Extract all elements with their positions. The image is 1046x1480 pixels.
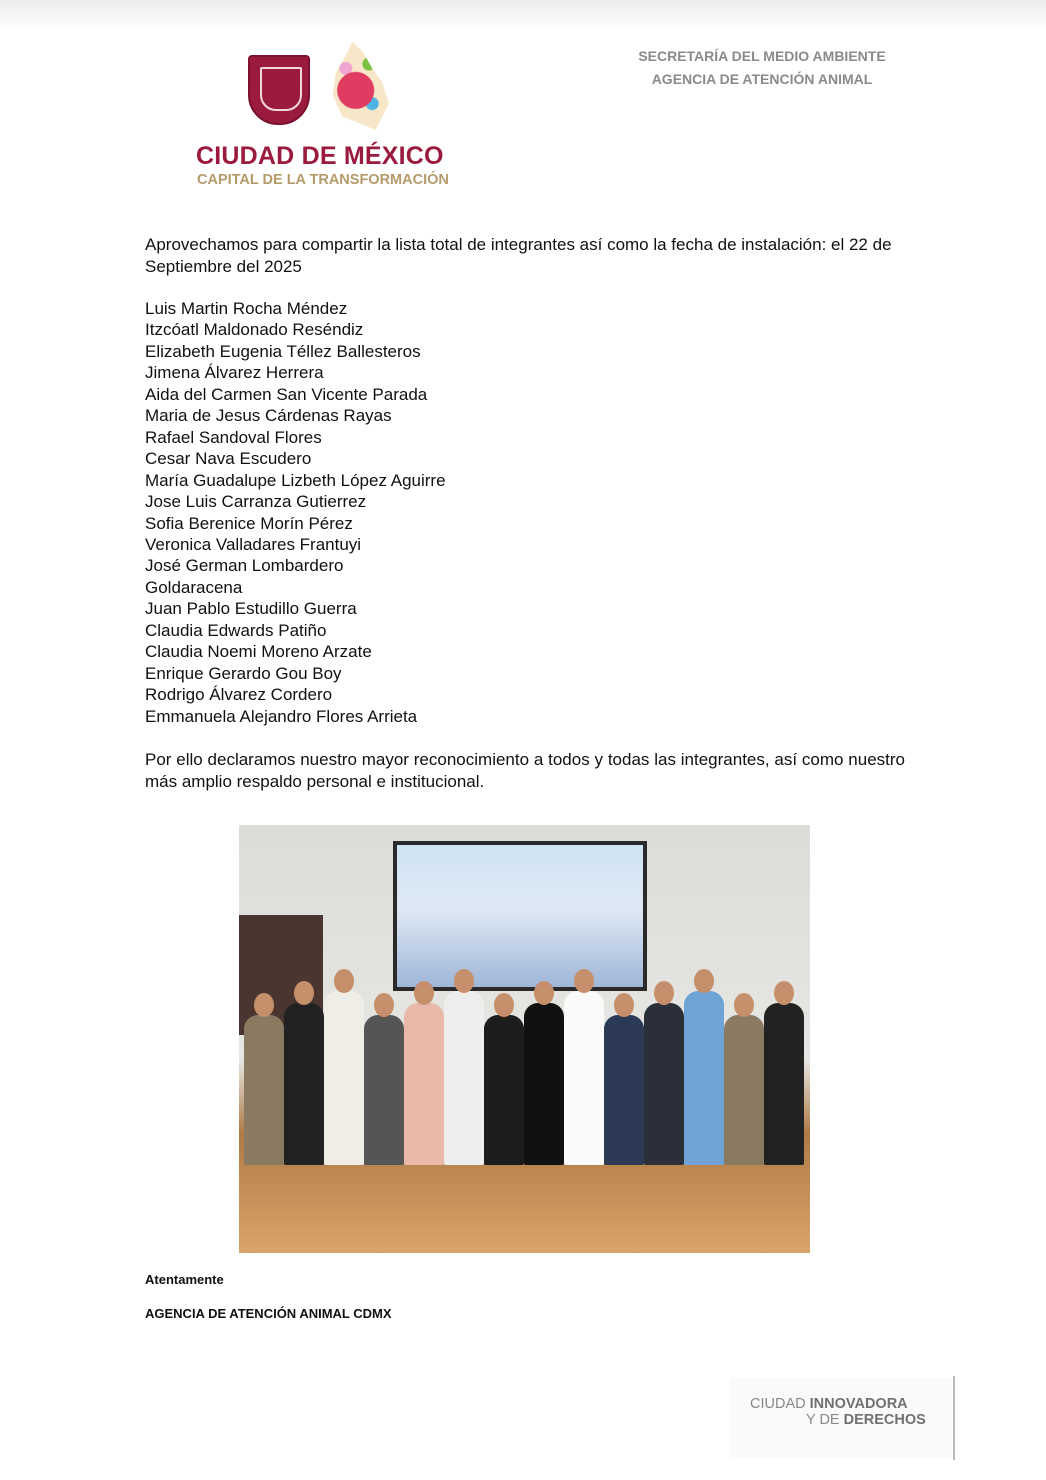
group-photo (239, 825, 810, 1253)
member-name: Claudia Edwards Patiño (145, 620, 327, 640)
member-name: Sofia Berenice Morín Pérez (145, 513, 353, 533)
photo-person (764, 1003, 804, 1165)
member-name: Juan Pablo Estudillo Guerra (145, 599, 357, 619)
department-header (600, 45, 924, 91)
photo-person (444, 991, 484, 1165)
coat-of-arms-icon (248, 55, 310, 125)
footer-slogan (730, 1378, 952, 1458)
photo-person (604, 1015, 644, 1165)
member-name: Maria de Jesus Cárdenas Rayas (145, 406, 392, 426)
logo-subtitle: CAPITAL DE LA TRANSFORMACIÓN (197, 172, 449, 188)
member-name: Luis Martin Rocha Méndez (145, 299, 348, 318)
member-name: María Guadalupe Lizbeth López Aguirre (145, 470, 446, 490)
photo-person (284, 1003, 324, 1165)
cdmx-logo (196, 40, 456, 190)
photo-person (404, 1003, 444, 1165)
slogan-light-2: Y DE (806, 1412, 844, 1428)
top-shade (0, 0, 1046, 30)
photo-person (684, 991, 724, 1165)
signature-organization: AGENCIA DE ATENCIÓN ANIMAL CDMX (145, 1306, 392, 1321)
member-name: Elizabeth Eugenia Téllez Ballesteros (145, 341, 421, 361)
member-list (145, 298, 446, 727)
member-name: Jose Luis Carranza Gutierrez (145, 492, 367, 512)
member-name: Itzcóatl Maldonado Reséndiz (145, 320, 364, 340)
member-name: Rafael Sandoval Flores (145, 427, 322, 447)
member-name: Enrique Gerardo Gou Boy (145, 663, 342, 683)
intro-paragraph: Aprovechamos para compartir la lista total de integrantes así como la fecha de instalación: el 22 de Septiembre del 2025 (145, 235, 892, 276)
photo-person (364, 1015, 404, 1165)
member-name: José German Lombardero (145, 556, 344, 576)
slogan-bold-1: INNOVADORA (809, 1396, 908, 1412)
member-name: Rodrigo Álvarez Cordero (145, 685, 333, 705)
slogan-light-1: CIUDAD (750, 1396, 810, 1412)
photo-person (524, 1003, 564, 1165)
slogan-bold-2: DERECHOS (843, 1412, 926, 1428)
member-name: Cesar Nava Escudero (145, 449, 312, 469)
dept-line-1: SECRETARÍA DEL MEDIO AMBIENTE (638, 48, 886, 64)
photo-person (564, 991, 604, 1165)
photo-person (644, 1003, 684, 1165)
closing-paragraph: Por ello declaramos nuestro mayor reconocimiento a todos y todas las integrantes, así como nuestro más amplio respaldo personal e institucional. (145, 750, 905, 791)
member-name: Jimena Álvarez Herrera (145, 363, 324, 383)
logo-title: CIUDAD DE MÉXICO (196, 142, 444, 170)
member-name: Goldaracena (145, 577, 243, 597)
photo-person (244, 1015, 284, 1165)
photo-people (239, 955, 810, 1165)
dept-line-2: AGENCIA DE ATENCIÓN ANIMAL (651, 71, 873, 87)
photo-person (484, 1015, 524, 1165)
photo-person (724, 1015, 764, 1165)
cdmx-map-icon (326, 42, 392, 130)
salutation: Atentamente (145, 1272, 224, 1287)
member-name: Emmanuela Alejandro Flores Arrieta (145, 706, 418, 726)
footer-divider (953, 1376, 955, 1460)
member-name: Aida del Carmen San Vicente Parada (145, 384, 428, 404)
member-name: Veronica Valladares Frantuyi (145, 534, 362, 554)
photo-person (324, 991, 364, 1165)
member-name: Claudia Noemi Moreno Arzate (145, 642, 372, 662)
